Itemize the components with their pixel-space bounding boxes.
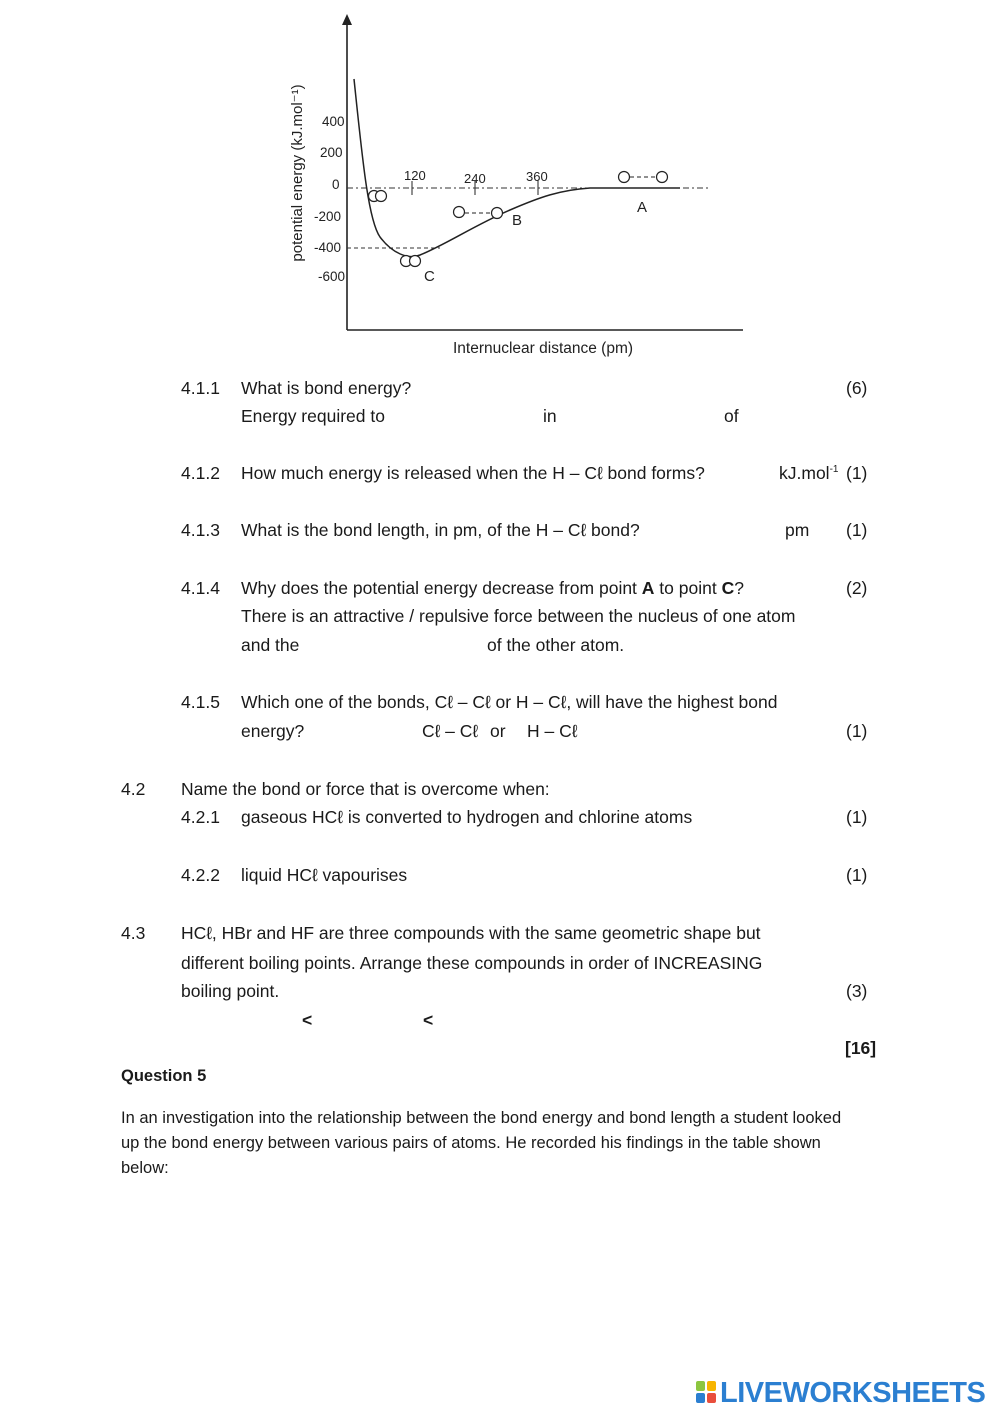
question-number: 4.1.5	[181, 692, 220, 712]
y-axis-title: potential energy (kJ.mol⁻¹)	[289, 84, 306, 262]
answer-prompt: of the other atom.	[487, 635, 625, 655]
marks: (1)	[846, 807, 868, 827]
atom-a-left	[619, 172, 630, 183]
less-than-sign: <	[423, 1010, 434, 1030]
marks: (1)	[846, 721, 868, 741]
question-text: Name the bond or force that is overcome when:	[181, 779, 550, 799]
question-number: 4.3	[121, 923, 146, 943]
question-number: 4.1.4	[181, 578, 220, 598]
answer-unit	[779, 462, 838, 484]
marks: (6)	[846, 378, 868, 398]
point-label-a: A	[637, 199, 648, 216]
y-tick-label: 400	[322, 114, 345, 129]
marks: (2)	[846, 578, 868, 598]
potential-energy-chart	[270, 5, 750, 365]
question-text: energy?	[241, 721, 305, 741]
energy-curve	[354, 79, 680, 257]
x-axis-title: Internuclear distance (pm)	[452, 340, 634, 357]
x-tick-label: 360	[526, 169, 548, 184]
question-5-text: In an investigation into the relationship between the bond energy and bond length a student looked	[121, 1109, 842, 1127]
y-tick-label: -600	[318, 269, 346, 284]
question-5-title: Question 5	[121, 1067, 207, 1085]
less-than-sign: <	[302, 1010, 313, 1030]
x-tick-label: 120	[404, 168, 426, 183]
question-5-text: up the bond energy between various pairs of atoms. He recorded his findings in the table shown	[121, 1134, 821, 1152]
question-number: 4.2.1	[181, 807, 220, 827]
x-tick-label: 240	[464, 171, 486, 186]
question-text: different boiling points. Arrange these compounds in order of INCREASING	[181, 953, 763, 973]
logo-grid-icon	[696, 1381, 718, 1405]
atom-b-right	[492, 208, 503, 219]
option-or: or	[490, 721, 506, 741]
option-cl-cl[interactable]: Cℓ – Cℓ	[422, 721, 479, 741]
question-number: 4.1.3	[181, 520, 220, 540]
answer-prompt: Energy required to	[241, 406, 385, 426]
question-text: boiling point.	[181, 981, 280, 1001]
text-part: Why does the potential energy decrease from point	[241, 578, 642, 598]
point-c-ref: C	[721, 578, 735, 598]
logo-text: LIVEWORKSHEETS	[720, 1377, 986, 1409]
text-part: ?	[734, 578, 744, 598]
point-label-c: C	[424, 268, 435, 285]
atom-a-right	[657, 172, 668, 183]
answer-prompt: There is an attractive / repulsive force between the nucleus of one atom	[241, 606, 796, 626]
marks: (3)	[846, 981, 868, 1001]
text-part: to point	[654, 578, 722, 598]
atom-c-right	[410, 256, 421, 267]
question-number: 4.1.1	[181, 378, 220, 398]
atom-b-left	[454, 207, 465, 218]
question-text: HCℓ, HBr and HF are three compounds with the same geometric shape but	[181, 923, 761, 943]
question-text: How much energy is released when the H – Cℓ bond forms?	[241, 463, 705, 483]
question-number: 4.2	[121, 779, 146, 799]
question-text: What is the bond length, in pm, of the H – Cℓ bond?	[241, 520, 640, 540]
marks: (1)	[846, 520, 868, 540]
question-text: Which one of the bonds, Cℓ – Cℓ or H – Cℓ, will have the highest bond	[241, 692, 778, 712]
total-marks: [16]	[845, 1038, 877, 1058]
question-text: What is bond energy?	[241, 378, 412, 398]
question-number: 4.1.2	[181, 463, 220, 483]
answer-unit: pm	[785, 520, 810, 540]
answer-prompt: of	[724, 406, 739, 426]
answer-prompt: in	[543, 406, 557, 426]
question-text: liquid HCℓ vapourises	[241, 865, 408, 885]
question-5-text: below:	[121, 1159, 169, 1177]
unit-superscript: -1	[829, 464, 839, 476]
question-number: 4.2.2	[181, 865, 220, 885]
unit-text: kJ.mol	[779, 463, 830, 483]
point-label-b: B	[512, 212, 523, 229]
question-text: gaseous HCℓ is converted to hydrogen and chlorine atoms	[241, 807, 693, 827]
marks: (1)	[846, 463, 868, 483]
answer-prompt: and the	[241, 635, 300, 655]
y-tick-label: 0	[332, 177, 340, 192]
liveworksheets-logo	[696, 1376, 996, 1410]
marks: (1)	[846, 865, 868, 885]
atom-overlap-right	[376, 191, 387, 202]
option-h-cl[interactable]: H – Cℓ	[527, 721, 578, 741]
y-tick-label: -200	[314, 209, 342, 224]
question-text	[241, 577, 744, 599]
y-axis-arrow	[342, 14, 352, 25]
y-tick-label: 200	[320, 145, 343, 160]
y-tick-label: -400	[314, 240, 342, 255]
point-a-ref: A	[641, 578, 655, 598]
